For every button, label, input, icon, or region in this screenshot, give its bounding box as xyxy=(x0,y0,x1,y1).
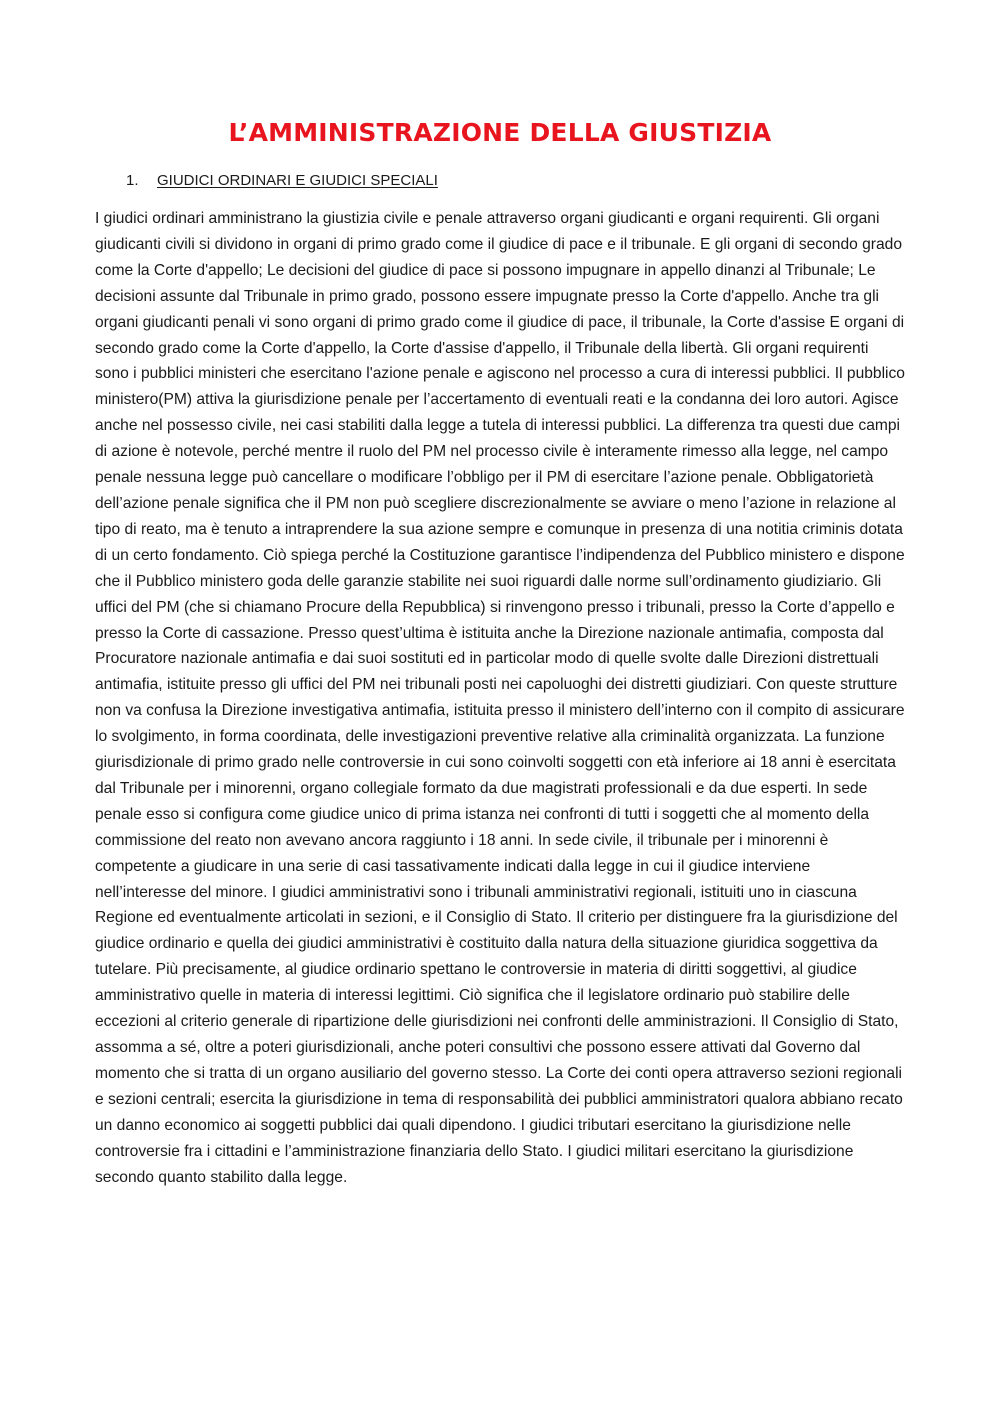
section-number: 1. xyxy=(126,172,139,189)
section-heading xyxy=(126,172,438,189)
document-title: L’AMMINISTRAZIONE DELLA GIUSTIZIA xyxy=(228,118,772,147)
section-heading-text: GIUDICI ORDINARI E GIUDICI SPECIALI xyxy=(157,172,438,189)
body-paragraph: I giudici ordinari amministrano la giustizia civile e penale attraverso organi giudicanti e organi requirenti. Gli organi giudicanti civili si dividono in organi di primo grado come il giudice di pace e il tribunale. E gli organi di secondo grado come la Corte d'appello; Le decisioni del giudice di pace si possono impugnare in appello dinanzi al Tribunale; Le decisioni assunte dal Tribunale in primo grado, possono essere impugnate presso la Corte d'appello. Anche tra gli organi giudicanti penali vi sono organi di primo grado come il giudice di pace, il tribunale, la Corte d'assise E organi di secondo grado come la Corte d'appello, la Corte d'assise d'appello, il Tribunale della libertà. Gli organi requirenti sono i pubblici ministeri che esercitano l'azione penale e agiscono nel processo a cura di interessi pubblici. Il pubblico ministero(PM) attiva la giurisdizione penale per l’accertamento di eventuali reati e la condanna dei loro autori. Agisce anche nel possesso civile, nei casi stabiliti dalla legge a tutela di interessi pubblici. La differenza tra questi due campi di azione è notevole, perché mentre il ruolo del PM nel processo civile è interamente rimesso alla legge, nel campo penale nessuna legge può cancellare o modificare l’obbligo per il PM di esercitare l’azione penale. Obbligatorietà dell’azione penale significa che il PM non può scegliere discrezionalmente se avviare o meno l’azione in relazione al tipo di reato, ma è tenuto a intraprendere la sua azione sempre e comunque in presenza di una notitia criminis dotata di un certo fondamento. Ciò spiega perché la Costituzione garantisce l’indipendenza del Pubblico ministero e dispone che il Pubblico ministero goda delle garanzie stabilite nei suoi riguardi dalle norme sull’ordinamento giudiziario. Gli uffici del PM (che si chiamano Procure della Repubblica) si rinvengono presso i tribunali, presso la Corte d’appello e presso la Corte di cassazione. Presso quest’ultima è istituita anche la Direzione nazionale antimafia, composta dal Procuratore nazionale antimafia e dai suoi sostituti ed in particolar modo di quelle svolte dalle Direzioni distrettuali antimafia, istituite presso gli uffici del PM nei tribunali posti nei capoluoghi dei distretti giudiziari. Con queste strutture non va confusa la Direzione investigativa antimafia, istituita presso il ministero dell’interno con il compito di assicurare lo svolgimento, in forma coordinata, delle investigazioni preventive relative alla criminalità organizzata. La funzione giurisdizionale di primo grado nelle controversie in cui sono coinvolti soggetti con età inferiore ai 18 anni è esercitata dal Tribunale per i minorenni, organo collegiale formato da due magistrati professionali e da due esperti. In sede penale esso si configura come giudice unico di prima istanza nei confronti di tutti i soggetti che al momento della commissione del reato non avevano ancora raggiunto i 18 anni. In sede civile, il tribunale per i minorenni è competente a giudicare in una serie di casi tassativamente indicati dalla legge in cui il giudice interviene nell’interesse del minore. I giudici amministrativi sono i tribunali amministrativi regionali, istituiti uno in ciascuna Regione ed eventualmente articolati in sezioni, e il Consiglio di Stato. Il criterio per distinguere fra la giurisdizione del giudice ordinario e quella dei giudici amministrativi è costituito dalla natura della situazione giuridica soggettiva da tutelare. Più precisamente, al giudice ordinario spettano le controversie in materia di diritti soggettivi, al giudice amministrativo quelle in materia di interessi legittimi. Ciò significa che il legislatore ordinario può stabilire delle eccezioni al criterio generale di ripartizione delle giurisdizioni nei confronti delle amministrazioni. Il Consiglio di Stato, assomma a sé, oltre a poteri giurisdizionali, anche poteri consultivi che possono essere attivati dal Governo dal momento che si tratta di un organo ausiliario del governo stesso. La Corte dei conti opera attraverso sezioni regionali e sezioni centrali; esercita la giurisdizione in tema di responsabilità dei pubblici amministratori qualora abbiano recato un danno economico ai soggetti pubblici dai quali dipendono. I giudici tributari esercitano la giurisdizione nelle controversie fra i cittadini e l’amministrazione finanziaria dello Stato. I giudici militari esercitano la giurisdizione secondo quanto stabilito dalla legge. xyxy=(95,210,905,1186)
